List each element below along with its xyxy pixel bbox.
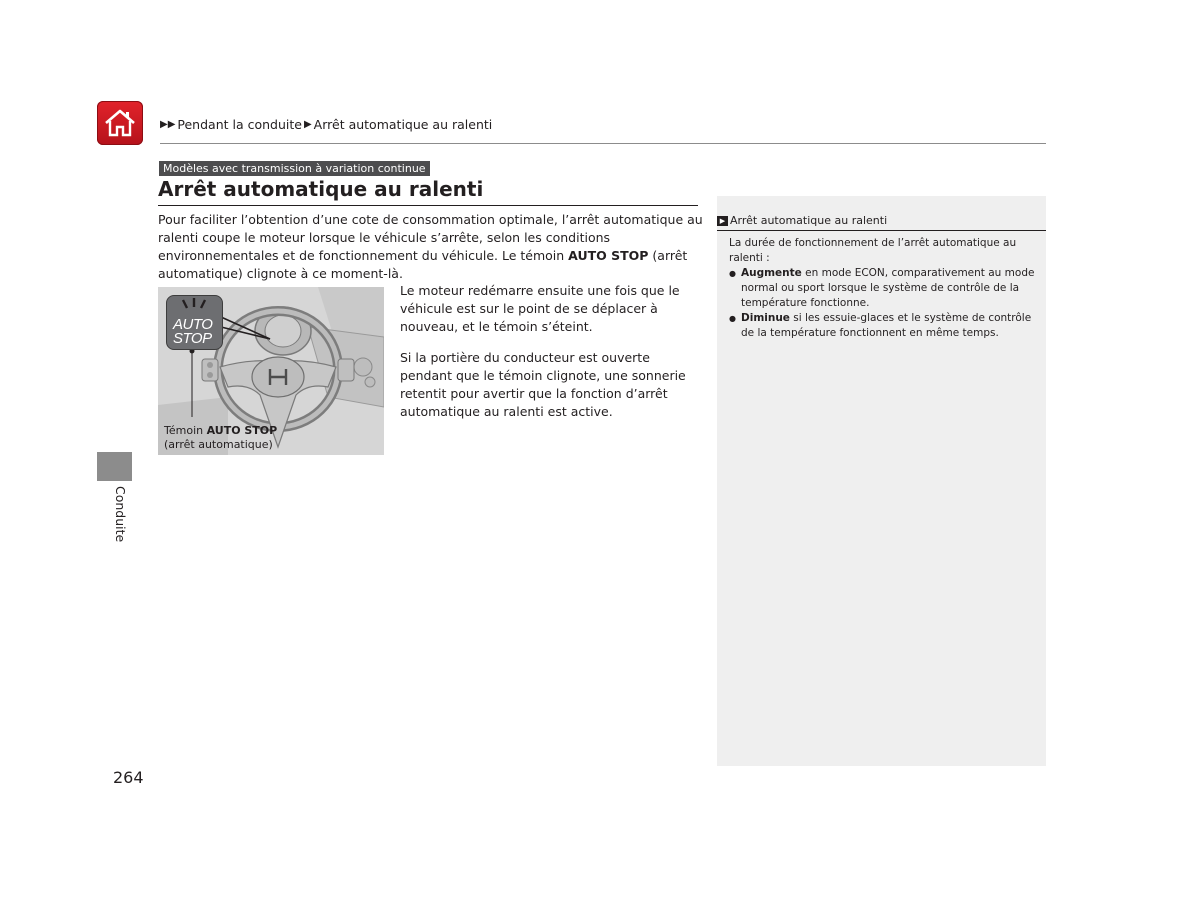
list-item-bold: Augmente: [741, 267, 802, 279]
breadcrumb: [160, 117, 492, 132]
breadcrumb-arrow-icon: ▶▶: [160, 119, 176, 130]
list-item: [729, 311, 1039, 341]
page-number: 264: [113, 768, 144, 787]
sidebar-list: [729, 266, 1039, 341]
reference-icon: ▶: [717, 216, 728, 226]
caption-prefix: Témoin: [164, 424, 207, 437]
title-divider: [158, 205, 698, 206]
caption-line-2: (arrêt automatique): [164, 438, 273, 451]
indicator-line-2: STOP: [173, 330, 212, 347]
intro-bold: AUTO STOP: [568, 248, 649, 263]
sidebar-heading: [717, 214, 1046, 227]
breadcrumb-arrow-icon: ▶: [303, 119, 312, 130]
flash-rays-icon: [167, 296, 222, 314]
body-column: [400, 282, 700, 434]
caption-bold: AUTO STOP: [206, 424, 278, 437]
auto-stop-indicator-label: [173, 318, 212, 346]
indicator-line-1: AUTO: [173, 316, 213, 333]
model-tag: Modèles avec transmission à variation continue: [159, 161, 430, 176]
house-icon: [103, 108, 137, 138]
page-title: Arrêt automatique au ralenti: [158, 177, 484, 201]
list-item: [729, 266, 1039, 311]
list-item-text: si les essuie-glaces et le système de contrôle de la température fonctionnent en même temps.: [741, 312, 1032, 339]
sidebar-heading-text: Arrêt automatique au ralenti: [730, 214, 888, 227]
dashboard-illustration: [158, 287, 384, 455]
sidebar-note: [717, 196, 1046, 766]
sidebar-divider: [717, 230, 1046, 231]
list-item-text: en mode ECON, comparativement au mode normal ou sport lorsque le système de contrôle de la température fonctionne.: [741, 267, 1035, 309]
home-button[interactable]: [97, 101, 143, 145]
sidebar-intro: La durée de fonctionnement de l’arrêt automatique au ralenti :: [729, 237, 1017, 264]
intro-text-end: (arrêt automatique) clignote à ce moment-là.: [158, 248, 688, 281]
sidebar-body: [729, 236, 1039, 341]
breadcrumb-item-idle-stop[interactable]: Arrêt automatique au ralenti: [313, 117, 493, 132]
intro-paragraph: [158, 211, 703, 283]
restart-paragraph: Le moteur redémarre ensuite une fois que le véhicule est sur le point de se déplacer à nouveau, et le témoin s’éteint.: [400, 283, 680, 334]
chapter-label: Conduite: [113, 486, 128, 543]
header-divider: [160, 143, 1046, 144]
door-warning-paragraph: Si la portière du conducteur est ouverte pendant que le témoin clignote, une sonnerie retentit pour avertir que la fonction d’arrêt automatique au ralenti est active.: [400, 350, 686, 419]
breadcrumb-item-driving[interactable]: Pendant la conduite: [177, 117, 302, 132]
chapter-tab[interactable]: [97, 452, 132, 481]
intro-text: Pour faciliter l’obtention d’une cote de consommation optimale, l’arrêt automatique au ralenti coupe le moteur lorsque le véhicule s’arrête, selon les conditions environnementales et de fonctionnement du véhicule. Le témoin: [158, 212, 703, 263]
figure-caption: [164, 424, 277, 452]
list-item-bold: Diminue: [741, 312, 790, 324]
